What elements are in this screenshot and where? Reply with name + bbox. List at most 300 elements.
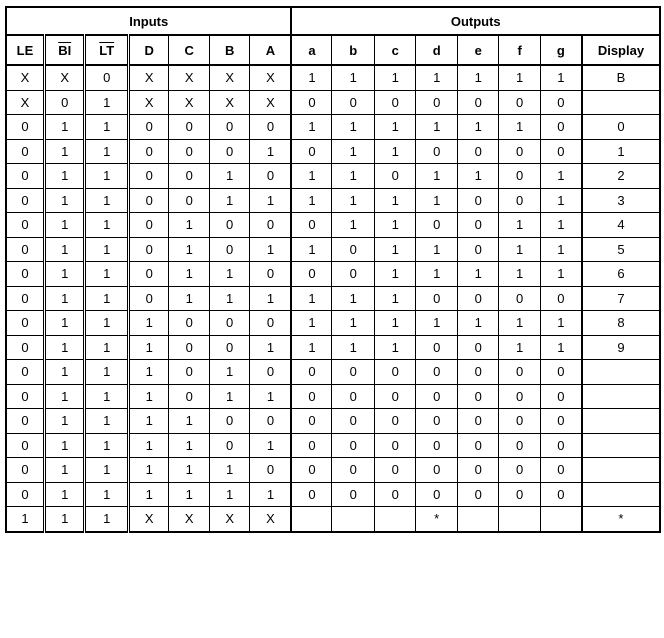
table-cell: 0 <box>499 139 540 164</box>
table-row <box>6 409 660 434</box>
outputs-group-header: Outputs <box>291 7 660 35</box>
table-cell: 1 <box>85 286 129 311</box>
table-cell: 0 <box>250 213 292 238</box>
table-cell: 0 <box>332 360 375 385</box>
table-cell: 0 <box>416 286 457 311</box>
table-row <box>6 458 660 483</box>
table-cell: 0 <box>416 360 457 385</box>
table-cell: 1 <box>44 115 84 140</box>
table-cell: 0 <box>457 139 498 164</box>
table-cell: 1 <box>44 262 84 287</box>
table-cell: 0 <box>499 286 540 311</box>
column-header-f: f <box>499 35 540 65</box>
table-cell: 0 <box>291 409 331 434</box>
table-cell: 0 <box>416 213 457 238</box>
table-cell: 1 <box>209 164 249 189</box>
table-cell: 0 <box>457 286 498 311</box>
table-cell: 0 <box>499 433 540 458</box>
table-cell: 0 <box>332 237 375 262</box>
table-cell: 1 <box>250 237 292 262</box>
table-cell: 0 <box>6 213 44 238</box>
column-header-e: e <box>457 35 498 65</box>
table-cell: 1 <box>85 360 129 385</box>
column-header-g: g <box>540 35 581 65</box>
table-cell: 1 <box>6 507 44 532</box>
table-row <box>6 213 660 238</box>
table-cell: 1 <box>250 335 292 360</box>
table-cell: 1 <box>416 65 457 90</box>
table-cell: 8 <box>582 311 660 336</box>
table-cell: 1 <box>85 139 129 164</box>
table-cell: 1 <box>85 507 129 532</box>
column-header-lt: $\overline{LT}$ <box>85 35 129 65</box>
table-cell: 1 <box>291 164 331 189</box>
table-cell: 0 <box>374 360 415 385</box>
table-cell: 0 <box>250 262 292 287</box>
table-cell: 1 <box>250 139 292 164</box>
table-cell: 1 <box>128 335 168 360</box>
table-cell: 1 <box>209 360 249 385</box>
table-cell <box>540 507 581 532</box>
table-cell: 0 <box>209 335 249 360</box>
table-cell: 1 <box>416 115 457 140</box>
table-cell: 1 <box>44 482 84 507</box>
table-cell: 0 <box>499 409 540 434</box>
table-cell: 1 <box>44 311 84 336</box>
table-cell: 0 <box>128 237 168 262</box>
table-cell: 1 <box>169 409 209 434</box>
table-cell: 1 <box>250 482 292 507</box>
table-cell: 0 <box>416 409 457 434</box>
table-cell: 0 <box>85 65 129 90</box>
table-cell: 1 <box>44 409 84 434</box>
column-header-d: D <box>128 35 168 65</box>
table-row <box>6 115 660 140</box>
column-header-le: LE <box>6 35 44 65</box>
table-cell <box>582 90 660 115</box>
table-cell: 0 <box>416 90 457 115</box>
table-cell: 1 <box>416 237 457 262</box>
table-cell: 0 <box>209 311 249 336</box>
table-cell: 1 <box>540 262 581 287</box>
table-cell: 0 <box>291 384 331 409</box>
table-cell: 0 <box>6 482 44 507</box>
table-cell: 0 <box>291 433 331 458</box>
table-cell: 0 <box>209 409 249 434</box>
table-cell: 0 <box>6 433 44 458</box>
table-cell: 1 <box>250 188 292 213</box>
table-cell: 1 <box>44 286 84 311</box>
table-cell: X <box>250 507 292 532</box>
table-cell: 1 <box>374 286 415 311</box>
table-cell: 0 <box>169 139 209 164</box>
table-cell: X <box>128 65 168 90</box>
table-cell: 1 <box>128 458 168 483</box>
column-header-display: Display <box>582 35 660 65</box>
column-header-c: c <box>374 35 415 65</box>
table-cell: 0 <box>540 458 581 483</box>
table-cell: 1 <box>250 433 292 458</box>
table-cell: 1 <box>44 384 84 409</box>
table-cell: 1 <box>169 482 209 507</box>
table-row <box>6 433 660 458</box>
table-cell: 0 <box>291 360 331 385</box>
table-row <box>6 237 660 262</box>
table-cell: 1 <box>374 65 415 90</box>
table-cell: 1 <box>85 384 129 409</box>
table-cell: X <box>128 507 168 532</box>
table-cell: 1 <box>169 213 209 238</box>
table-cell: 0 <box>169 360 209 385</box>
table-cell: 0 <box>250 115 292 140</box>
table-cell: 0 <box>209 115 249 140</box>
table-cell: 1 <box>128 384 168 409</box>
table-cell: 0 <box>374 90 415 115</box>
column-header-c: C <box>169 35 209 65</box>
table-cell <box>457 507 498 532</box>
table-cell: 0 <box>128 139 168 164</box>
table-cell: 0 <box>457 188 498 213</box>
table-cell: 1 <box>169 433 209 458</box>
table-cell: 1 <box>332 311 375 336</box>
table-row <box>6 139 660 164</box>
table-cell: 0 <box>169 188 209 213</box>
table-cell: 1 <box>332 65 375 90</box>
table-cell: 5 <box>582 237 660 262</box>
table-cell: 0 <box>540 139 581 164</box>
table-cell: 0 <box>209 213 249 238</box>
table-cell: 1 <box>499 262 540 287</box>
table-cell: 0 <box>209 139 249 164</box>
table-cell: 0 <box>332 433 375 458</box>
table-cell: 1 <box>540 237 581 262</box>
table-cell: 1 <box>374 188 415 213</box>
table-cell: 1 <box>85 115 129 140</box>
table-cell: 0 <box>291 90 331 115</box>
table-cell: 1 <box>582 139 660 164</box>
table-cell <box>582 433 660 458</box>
table-cell: 1 <box>44 335 84 360</box>
table-cell: 0 <box>374 433 415 458</box>
table-cell: 0 <box>169 115 209 140</box>
table-cell: 1 <box>209 482 249 507</box>
table-cell: 0 <box>540 384 581 409</box>
table-cell: 1 <box>332 164 375 189</box>
table-cell: 0 <box>374 164 415 189</box>
column-header-b: B <box>209 35 249 65</box>
table-cell: 1 <box>85 237 129 262</box>
table-cell: 1 <box>85 335 129 360</box>
table-cell: 0 <box>6 384 44 409</box>
table-cell: 0 <box>416 482 457 507</box>
table-cell: 0 <box>128 213 168 238</box>
table-cell: 0 <box>6 335 44 360</box>
table-cell: X <box>250 90 292 115</box>
table-cell: 1 <box>44 433 84 458</box>
table-cell: 0 <box>416 458 457 483</box>
table-cell: 1 <box>44 458 84 483</box>
table-cell: 1 <box>332 115 375 140</box>
table-cell <box>374 507 415 532</box>
table-cell: X <box>44 65 84 90</box>
table-cell <box>582 482 660 507</box>
table-cell: 9 <box>582 335 660 360</box>
table-cell: * <box>416 507 457 532</box>
table-cell: 0 <box>6 115 44 140</box>
table-cell: 1 <box>44 188 84 213</box>
table-cell: 1 <box>291 115 331 140</box>
table-cell: 1 <box>374 335 415 360</box>
table-cell: 0 <box>6 237 44 262</box>
table-cell: 0 <box>291 482 331 507</box>
table-cell: 0 <box>332 409 375 434</box>
table-cell: 0 <box>169 164 209 189</box>
table-cell: 0 <box>6 286 44 311</box>
column-header-bi: $\overline{BI}$ <box>44 35 84 65</box>
table-cell: 1 <box>416 262 457 287</box>
table-cell: 0 <box>128 286 168 311</box>
table-cell: 0 <box>332 482 375 507</box>
table-cell: 1 <box>169 262 209 287</box>
table-cell: 1 <box>457 262 498 287</box>
table-cell: 1 <box>209 384 249 409</box>
table-cell: 0 <box>457 458 498 483</box>
table-cell: 1 <box>169 286 209 311</box>
table-cell: 1 <box>85 458 129 483</box>
table-cell: 4 <box>582 213 660 238</box>
table-cell: 0 <box>128 164 168 189</box>
table-row <box>6 482 660 507</box>
table-cell: 1 <box>374 237 415 262</box>
table-cell: 1 <box>499 65 540 90</box>
table-cell: 1 <box>250 384 292 409</box>
table-row <box>6 262 660 287</box>
table-cell: 1 <box>250 286 292 311</box>
table-cell: 1 <box>332 286 375 311</box>
table-cell: 2 <box>582 164 660 189</box>
table-cell: 0 <box>416 384 457 409</box>
table-cell: B <box>582 65 660 90</box>
table-cell: 0 <box>499 384 540 409</box>
table-cell: 0 <box>374 409 415 434</box>
table-cell: 1 <box>128 433 168 458</box>
table-cell: 1 <box>332 139 375 164</box>
table-cell: 0 <box>457 384 498 409</box>
table-cell: X <box>209 507 249 532</box>
table-cell: 1 <box>374 213 415 238</box>
column-header-row <box>6 35 660 65</box>
table-cell: 1 <box>499 311 540 336</box>
table-row <box>6 164 660 189</box>
table-cell: 1 <box>499 213 540 238</box>
table-cell: 0 <box>499 458 540 483</box>
table-cell: 1 <box>44 360 84 385</box>
table-body <box>6 65 660 532</box>
table-cell <box>291 507 331 532</box>
table-cell: 0 <box>6 409 44 434</box>
table-cell: 0 <box>6 188 44 213</box>
table-cell: X <box>250 65 292 90</box>
table-cell: 7 <box>582 286 660 311</box>
table-cell <box>582 409 660 434</box>
table-cell: X <box>209 90 249 115</box>
table-row <box>6 286 660 311</box>
table-cell: 0 <box>332 384 375 409</box>
column-header-b: b <box>332 35 375 65</box>
table-cell: 1 <box>209 262 249 287</box>
table-cell: 0 <box>128 115 168 140</box>
table-cell: 0 <box>250 311 292 336</box>
table-cell: 1 <box>416 311 457 336</box>
table-cell: 1 <box>291 188 331 213</box>
table-cell: 0 <box>332 90 375 115</box>
table-cell: 0 <box>209 433 249 458</box>
table-cell: 0 <box>169 311 209 336</box>
table-cell: 3 <box>582 188 660 213</box>
table-row <box>6 360 660 385</box>
table-cell: 0 <box>250 458 292 483</box>
table-cell: 0 <box>6 262 44 287</box>
table-cell: 0 <box>499 360 540 385</box>
table-cell: 0 <box>540 90 581 115</box>
table-cell: 1 <box>291 286 331 311</box>
table-cell: 0 <box>457 335 498 360</box>
table-cell: 0 <box>540 286 581 311</box>
table-row <box>6 65 660 90</box>
table-cell: 1 <box>85 262 129 287</box>
table-cell: 1 <box>540 188 581 213</box>
table-cell: 1 <box>332 335 375 360</box>
table-cell: 0 <box>540 482 581 507</box>
table-cell <box>582 384 660 409</box>
table-cell: 1 <box>374 262 415 287</box>
table-cell: 1 <box>540 213 581 238</box>
table-cell: 0 <box>128 188 168 213</box>
table-cell: 0 <box>291 458 331 483</box>
table-cell: 0 <box>457 409 498 434</box>
column-header-a: a <box>291 35 331 65</box>
table-cell: 0 <box>499 188 540 213</box>
table-cell: 0 <box>169 384 209 409</box>
inputs-group-header: Inputs <box>6 7 291 35</box>
table-cell: 0 <box>291 139 331 164</box>
table-cell: 0 <box>457 360 498 385</box>
table-cell: 0 <box>457 237 498 262</box>
table-cell: 0 <box>209 237 249 262</box>
table-cell: 1 <box>44 237 84 262</box>
table-cell: 1 <box>291 311 331 336</box>
table-cell: 1 <box>128 482 168 507</box>
table-cell: 1 <box>44 164 84 189</box>
table-cell: 1 <box>85 164 129 189</box>
table-cell: 0 <box>457 213 498 238</box>
table-cell: 0 <box>250 409 292 434</box>
table-cell: 0 <box>416 139 457 164</box>
table-cell: 0 <box>374 458 415 483</box>
table-cell: 0 <box>374 482 415 507</box>
table-cell: 1 <box>85 188 129 213</box>
table-cell: 1 <box>209 286 249 311</box>
table-cell: X <box>169 65 209 90</box>
table-cell: 1 <box>128 409 168 434</box>
table-cell: 1 <box>540 311 581 336</box>
table-cell: X <box>169 90 209 115</box>
table-row <box>6 188 660 213</box>
table-cell: 0 <box>250 360 292 385</box>
table-cell <box>582 360 660 385</box>
table-cell: 1 <box>374 115 415 140</box>
table-cell: 0 <box>6 311 44 336</box>
table-cell: 0 <box>169 335 209 360</box>
table-row <box>6 507 660 532</box>
table-cell: 6 <box>582 262 660 287</box>
table-cell: 0 <box>540 433 581 458</box>
table-cell: 0 <box>416 335 457 360</box>
table-cell <box>332 507 375 532</box>
table-cell: 0 <box>250 164 292 189</box>
table-cell: 0 <box>374 384 415 409</box>
table-cell: 1 <box>374 139 415 164</box>
table-cell: 1 <box>416 164 457 189</box>
table-row <box>6 335 660 360</box>
table-cell: 1 <box>85 311 129 336</box>
table-cell: 1 <box>209 458 249 483</box>
table-cell: 1 <box>209 188 249 213</box>
table-cell: 1 <box>169 237 209 262</box>
truth-table <box>5 6 661 533</box>
table-cell: * <box>582 507 660 532</box>
table-row <box>6 311 660 336</box>
table-cell <box>499 507 540 532</box>
table-cell: X <box>128 90 168 115</box>
table-cell: 1 <box>291 335 331 360</box>
table-cell: 1 <box>291 237 331 262</box>
table-cell: 1 <box>540 164 581 189</box>
table-cell: 0 <box>332 262 375 287</box>
table-cell: 1 <box>540 335 581 360</box>
table-cell: 0 <box>582 115 660 140</box>
table-cell: 1 <box>44 213 84 238</box>
table-cell: 1 <box>332 213 375 238</box>
table-cell: 1 <box>332 188 375 213</box>
table-cell: 1 <box>540 65 581 90</box>
table-cell: 0 <box>416 433 457 458</box>
table-cell: 0 <box>291 213 331 238</box>
table-cell: 0 <box>44 90 84 115</box>
table-cell: 1 <box>44 139 84 164</box>
table-cell: 1 <box>374 311 415 336</box>
table-cell: 1 <box>291 65 331 90</box>
table-row <box>6 90 660 115</box>
table-cell: 0 <box>332 458 375 483</box>
table-cell: 0 <box>6 139 44 164</box>
table-cell: 1 <box>416 188 457 213</box>
table-cell: X <box>169 507 209 532</box>
table-cell: 1 <box>85 482 129 507</box>
table-cell: 0 <box>540 409 581 434</box>
table-cell: 1 <box>44 507 84 532</box>
table-cell: 0 <box>499 482 540 507</box>
table-cell: 1 <box>499 115 540 140</box>
table-cell: 1 <box>85 90 129 115</box>
table-cell: 1 <box>128 311 168 336</box>
table-cell: 0 <box>457 90 498 115</box>
table-cell: 1 <box>128 360 168 385</box>
table-cell: 1 <box>457 311 498 336</box>
table-cell: 1 <box>499 335 540 360</box>
table-cell: X <box>209 65 249 90</box>
table-cell: 1 <box>457 164 498 189</box>
